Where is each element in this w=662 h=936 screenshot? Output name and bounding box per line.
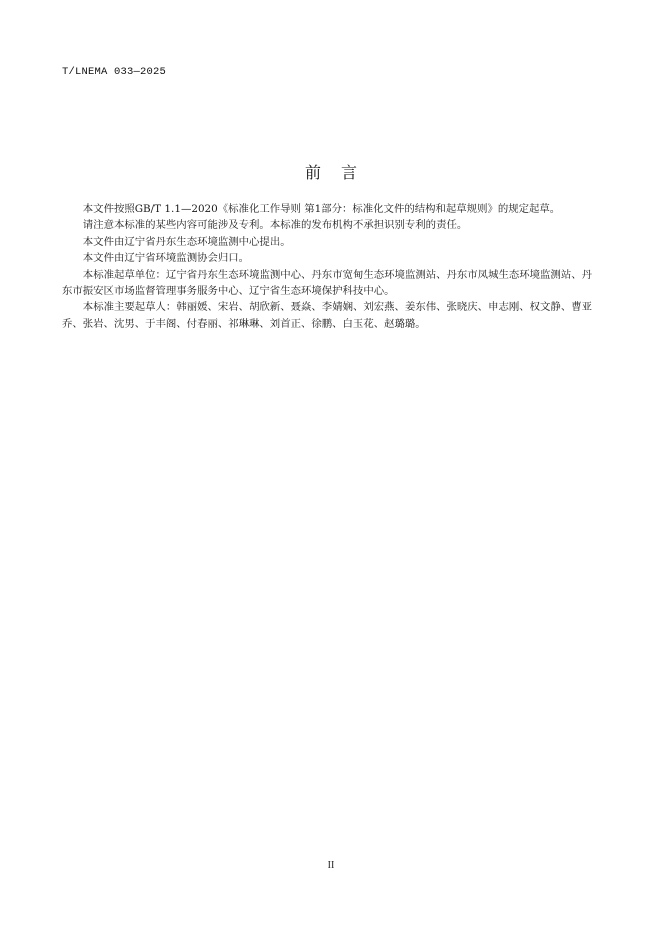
page-number: II <box>327 860 335 871</box>
page-title: 前言 <box>304 163 377 182</box>
paragraph-patent-notice: 请注意本标准的某些内容可能涉及专利。本标准的发布机构不承担识别专利的责任。 <box>82 219 468 232</box>
foreword-body <box>62 201 592 332</box>
paragraph-proposer: 本文件由辽宁省丹东生态环境监测中心提出。 <box>82 235 291 248</box>
paragraph-drafting-units: 本标准起草单位：辽宁省丹东生态环境监测中心、丹东市宽甸生态环境监测站、丹东市凤城生态环境监测站、丹东市振安区市场监督管理事务服务中心、辽宁省生态环境保护科技中心。 <box>62 268 592 298</box>
paragraph-centralized-by: 本文件由辽宁省环境监测协会归口。 <box>82 252 250 265</box>
paragraph-drafters: 本标准主要起草人：韩丽媛、宋岩、胡欣新、聂焱、李婧娴、刘宏燕、姜东伟、张晓庆、申志刚、权文静、曹亚乔、张岩、沈男、于丰阁、付春丽、祁琳琳、刘首正、徐鹏、白玉花、赵璐璐。 <box>62 301 592 330</box>
document-code: T/LNEMA 033—2025 <box>62 66 167 78</box>
paragraph-drafting-rules: 本文件按照GB/T 1.1—2020《标准化工作导则 第1部分：标准化文件的结构和起草规则》的规定起草。 <box>82 203 561 215</box>
